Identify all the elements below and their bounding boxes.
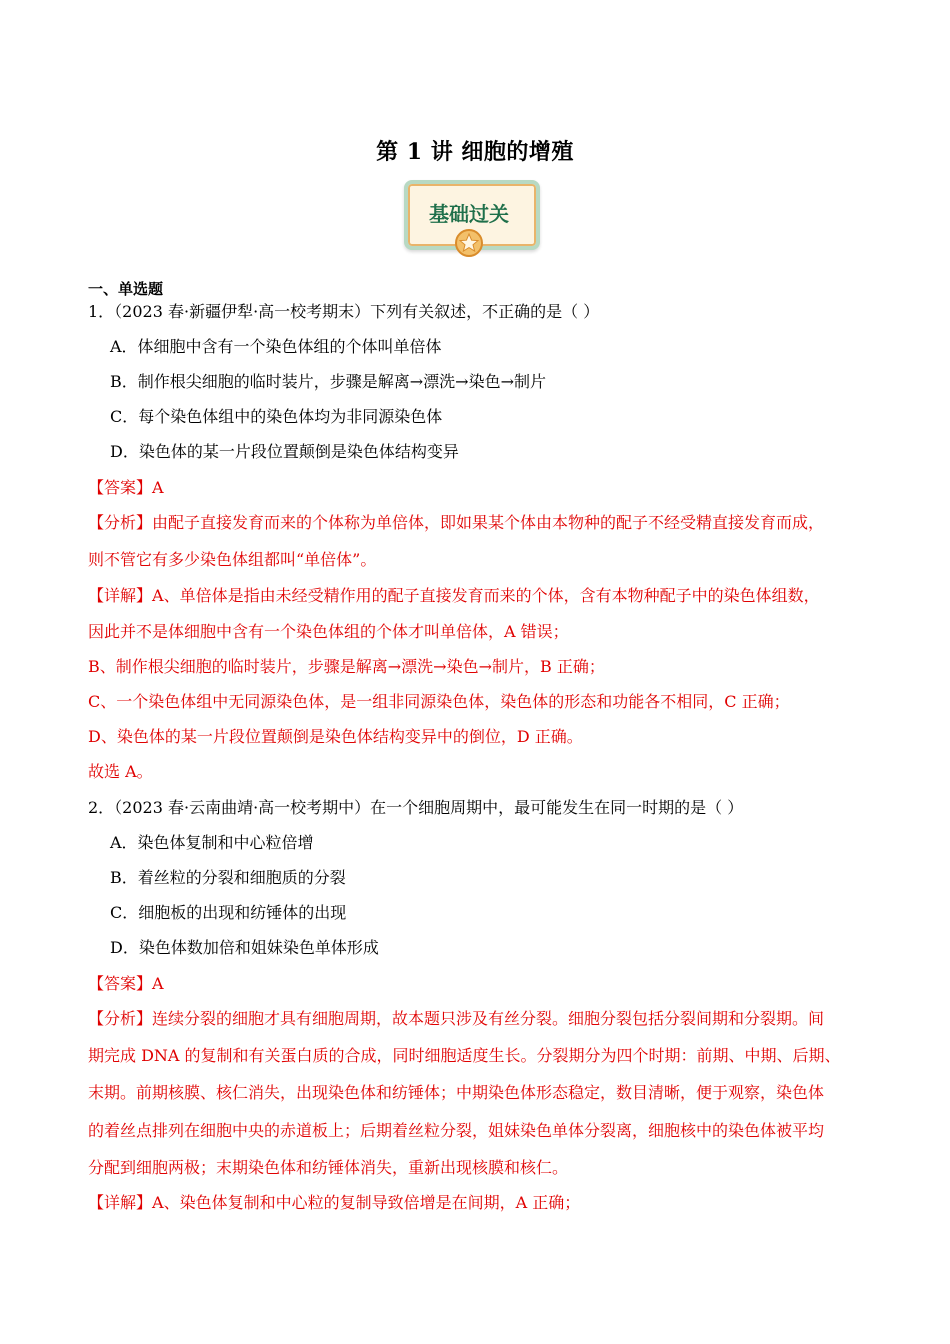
answer-line — [88, 477, 863, 499]
analysis-line: 则不管它有多少染色体组都叫“单倍体”。 — [88, 550, 377, 569]
option-c: C．每个染色体组中的染色体均为非同源染色体 — [110, 407, 443, 426]
analysis-text: 连续分裂的细胞才具有细胞周期，故本题只涉及有丝分裂。细胞分裂包括分裂间期和分裂期。间 — [152, 1009, 825, 1028]
analysis-line: 末期。前期核膜、核仁消失，出现染色体和纺锤体；中期染色体形态稳定，数目清晰，便于观察，染色体 — [88, 1083, 825, 1102]
detail-tag: 【详解】 — [88, 586, 153, 605]
answer-value: A — [152, 478, 164, 497]
detail-line: 故选 A。 — [88, 762, 153, 781]
answer-tag: 【答案】 — [88, 974, 153, 993]
analysis-tag: 【分析】 — [88, 1009, 153, 1028]
detail-line: D、染色体的某一片段位置颠倒是染色体结构变异中的倒位，D 正确。 — [88, 727, 583, 746]
detail-line — [88, 1192, 863, 1214]
answer-tag: 【答案】 — [88, 478, 153, 497]
option-b: B．制作根尖细胞的临时装片，步骤是解离→漂洗→染色→制片 — [110, 372, 546, 391]
option-a: A．体细胞中含有一个染色体组的个体叫单倍体 — [110, 337, 442, 356]
page-title: 第 1 讲 细胞的增殖 — [376, 139, 574, 165]
analysis-tag: 【分析】 — [88, 513, 153, 532]
question-stem: 2．（2023 春·云南曲靖·高一校考期中）在一个细胞周期中，最可能发生在同一时期的是（ ） — [88, 798, 744, 817]
option-c: C．细胞板的出现和纺锤体的出现 — [110, 903, 347, 922]
detail-line: B、制作根尖细胞的临时装片，步骤是解离→漂洗→染色→制片，B 正确； — [88, 657, 605, 676]
analysis-line — [88, 512, 863, 534]
analysis-line: 分配到细胞两极；末期染色体和纺锤体消失，重新出现核膜和核仁。 — [88, 1158, 569, 1177]
analysis-line: 期完成 DNA 的复制和有关蛋白质的合成，同时细胞适度生长。分裂期分为四个时期：前期、中期、后期、 — [88, 1046, 841, 1065]
detail-tag: 【详解】 — [88, 1193, 153, 1212]
analysis-line — [88, 1008, 863, 1030]
option-a: A．染色体复制和中心粒倍增 — [110, 833, 314, 852]
detail-line — [88, 585, 863, 607]
detail-text: A、单倍体是指由未经受精作用的配子直接发育而来的个体，含有本物种配子中的染色体组数， — [152, 586, 820, 605]
badge-label: 基础过关 — [429, 202, 509, 226]
option-d: D．染色体的某一片段位置颠倒是染色体结构变异 — [110, 442, 459, 461]
detail-line: C、一个染色体组中无同源染色体，是一组非同源染色体，染色体的形态和功能各不相同，C 正确； — [88, 692, 790, 711]
question-stem: 1．（2023 春·新疆伊犁·高一校考期末）下列有关叙述，不正确的是（ ） — [88, 302, 600, 321]
section-heading: 一、单选题 — [88, 280, 164, 298]
analysis-text: 由配子直接发育而来的个体称为单倍体，即如果某个体由本物种的配子不经受精直接发育而成， — [152, 513, 825, 532]
option-d: D．染色体数加倍和姐妹染色单体形成 — [110, 938, 379, 957]
answer-value: A — [152, 974, 164, 993]
answer-line — [88, 973, 863, 995]
analysis-line: 的着丝点排列在细胞中央的赤道板上；后期着丝粒分裂，姐妹染色单体分裂离，细胞核中的染色体被平均 — [88, 1121, 825, 1140]
detail-text: A、染色体复制和中心粒的复制导致倍增是在间期，A 正确； — [152, 1193, 581, 1212]
detail-line: 因此并不是体细胞中含有一个染色体组的个体才叫单倍体，A 错误； — [88, 622, 569, 641]
star-icon — [454, 228, 484, 258]
option-b: B．着丝粒的分裂和细胞质的分裂 — [110, 868, 346, 887]
section-badge — [401, 178, 539, 260]
